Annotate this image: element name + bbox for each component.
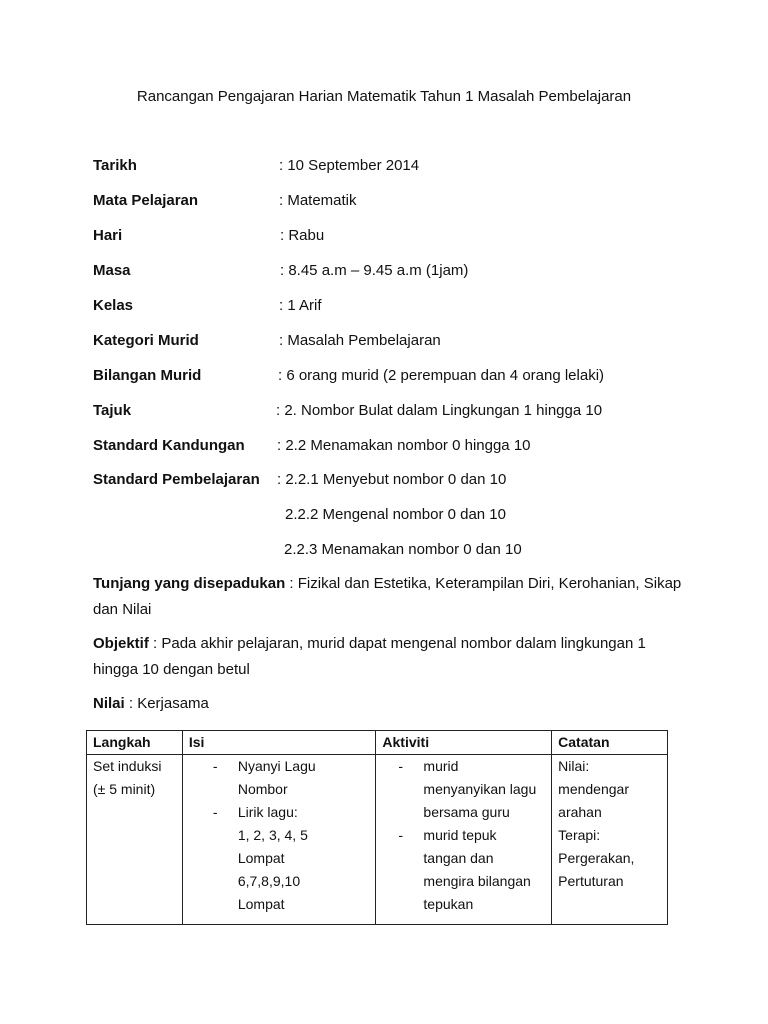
field-label: Tajuk [93,402,132,419]
aktiviti-line: murid tepuk [423,827,497,843]
catatan-line: Pergerakan, [558,850,635,866]
dash-bullet: - [398,827,404,843]
catatan-line: arahan [558,804,602,820]
field-label: Standard Kandungan [93,437,245,454]
isi-line: Lompat [237,896,285,912]
table-row [87,755,668,925]
field-label: Bilangan Murid [93,367,202,384]
aktiviti-line: tepukan [423,896,474,912]
isi-line: Lirik lagu: [237,804,298,820]
cell-catatan [552,755,668,925]
langkah-line: Set induksi [93,758,162,774]
isi-list [213,755,376,916]
table-header-row [87,731,668,755]
field-value: : 2.2 Menamakan nombor 0 hingga 10 [277,437,531,454]
langkah-line: (± 5 minit) [93,781,156,797]
tunjang-paragraph [93,571,683,623]
field-label: Hari [93,227,123,244]
field-label: Masa [93,262,131,279]
isi-line: Nyanyi Lagu [237,758,316,774]
aktiviti-line: bersama guru [423,804,510,820]
field-value: : Matematik [279,192,357,209]
cell-isi [182,755,376,925]
dash-bullet: - [212,758,218,774]
aktiviti-line: tangan dan [423,850,494,866]
nilai-paragraph [93,691,683,717]
catatan-line: Pertuturan [558,873,624,889]
header-isi: Isi [182,731,376,755]
field-label: Mata Pelajaran [93,192,199,209]
field-label: Standard Pembelajaran [93,471,260,488]
list-item [398,824,551,916]
isi-line: Nombor [237,781,288,797]
aktiviti-line: menyanyikan lagu [423,781,537,797]
dash-bullet: - [398,758,404,774]
list-item [398,755,551,824]
objektif-value: : Pada akhir pelajaran, murid dapat mengenal nombor dalam lingkungan 1 hingga 10 dengan betul [93,635,646,678]
field-value: : 2. Nombor Bulat dalam Lingkungan 1 hingga 10 [276,402,603,419]
catatan-line: mendengar [558,781,629,797]
nilai-label: Nilai [93,695,125,712]
aktiviti-list [398,755,551,916]
isi-line: Lompat [237,850,285,866]
field-value: : 10 September 2014 [279,157,420,174]
catatan-line: Terapi: [558,827,601,843]
field-value: : 1 Arif [279,297,322,314]
aktiviti-line: murid [423,758,459,774]
field-value: : 2.2.1 Menyebut nombor 0 dan 10 [277,471,507,488]
lesson-table [86,730,668,925]
field-value: : 8.45 a.m – 9.45 a.m (1jam) [280,262,469,279]
aktiviti-line: mengira bilangan [423,873,531,889]
field-value: : 6 orang murid (2 perempuan dan 4 orang lelaki) [278,367,605,384]
document-title: Rancangan Pengajaran Harian Matematik Tahun 1 Masalah Pembelajaran [136,88,632,105]
catatan-line: Nilai: [558,758,590,774]
cell-langkah [87,755,183,925]
nilai-value: : Kerjasama [124,695,209,712]
header-aktiviti: Aktiviti [376,731,552,755]
cell-aktiviti [376,755,552,925]
field-value: : Rabu [280,227,325,244]
field-value: 2.2.3 Menamakan nombor 0 dan 10 [284,541,522,558]
field-label: Tarikh [93,157,137,174]
list-item [213,755,376,801]
tunjang-label: Tunjang yang disepadukan [93,575,286,592]
field-value: : Masalah Pembelajaran [279,332,441,349]
field-label: Kategori Murid [93,332,199,349]
field-label: Kelas [93,297,134,314]
list-item [213,801,376,916]
objektif-label: Objektif [93,635,149,652]
header-catatan: Catatan [552,731,668,755]
dash-bullet: - [212,804,218,820]
isi-line: 6,7,8,9,10 [237,873,301,889]
field-value: 2.2.2 Mengenal nombor 0 dan 10 [285,506,506,523]
tunjang-value: : Fizikal dan Estetika, Keterampilan Diri, Kerohanian, Sikap dan Nilai [93,575,682,618]
isi-line: 1, 2, 3, 4, 5 [237,827,308,843]
header-langkah: Langkah [87,731,183,755]
objektif-paragraph [93,631,683,683]
